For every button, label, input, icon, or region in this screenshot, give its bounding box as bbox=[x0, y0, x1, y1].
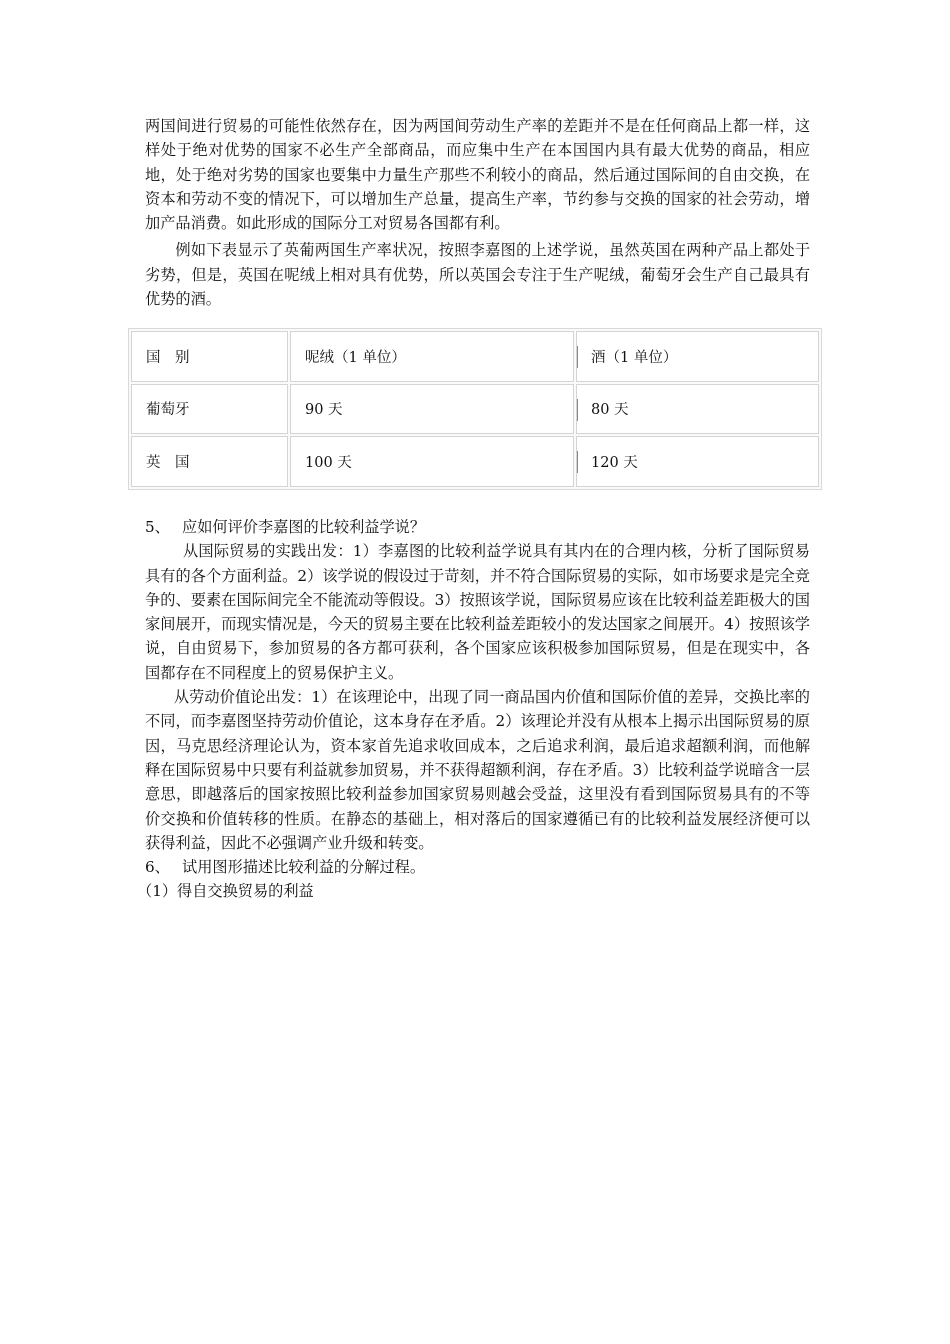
section6-subheading: （1）得自交换贸易的利益 bbox=[137, 882, 314, 901]
section6-heading bbox=[145, 855, 810, 879]
table-header-cloth: 呢绒（1 单位） bbox=[290, 331, 574, 382]
section6-title: 试用图形描述比较利益的分解过程。 bbox=[182, 858, 425, 877]
section5-paragraph1: 从国际贸易的实践出发：1）李嘉图的比较利益学说具有其内在的合理内核，分析了国际贸易具有的各个方面利益。2）该学说的假设过于苛刻，并不符合国际贸易的实际，如市场要求是完全竞争的、要素在国际间完全不能流动等假设。3）按照该学说，国际贸易应该在比较利益差距极大的国家间展开，而现实情况是，今天的贸易主要在比较利益差距较小的发达国家之间展开。4）按照该学说，自由贸易下，参加贸易的各方都可获利，各个国家应该积极参加国际贸易，但是在现实中，各国都存在不同程度上的贸易保护主义。 bbox=[145, 542, 810, 682]
table-cell-cloth: 90 天 bbox=[290, 384, 574, 435]
table-header-row bbox=[131, 331, 819, 382]
table-header-wine: 酒（1 单位） bbox=[576, 331, 819, 382]
productivity-table-grid bbox=[129, 329, 821, 489]
section5-paragraph2: 从劳动价值论出发：1）在该理论中，出现了同一商品国内价值和国际价值的差异，交换比率的不同，而李嘉图坚持劳动价值论，这本身存在矛盾。2）该理论并没有从根本上揭示出国际贸易的原因，马克思经济理论认为，资本家首先追求收回成本，之后追求利润，最后追求超额利润，而他解释在国际贸易中只要有利益就参加贸易，并不获得超额利润，存在矛盾。3）比较利益学说暗含一层意思，即越落后的国家按照比较利益参加国家贸易则越会受益，这里没有看到国际贸易具有的不等价交换和价值转移的性质。在静态的基础上，相对落后的国家遵循已有的比较利益发展经济便可以获得利益，因此不必强调产业升级和转变。 bbox=[145, 688, 810, 852]
section5-title: 应如何评价李嘉图的比较利益学说？ bbox=[182, 518, 425, 536]
table-cell-wine: 80 天 bbox=[576, 384, 819, 435]
table-header-country: 国 别 bbox=[131, 331, 288, 382]
table-row bbox=[131, 384, 819, 435]
lower-text-block bbox=[137, 515, 810, 904]
table-row bbox=[131, 436, 819, 487]
section5-number: 5、 bbox=[145, 518, 170, 536]
example-paragraph: 例如下表显示了英葡两国生产率状况，按照李嘉图的上述学说，虽然英国在两种产品上都处于劣势，但是，英国在呢绒上相对具有优势，所以英国会专注于生产呢绒，葡萄牙会生产自己最具有优势的酒。 bbox=[145, 241, 810, 309]
upper-text-block bbox=[145, 114, 810, 311]
productivity-table bbox=[128, 328, 822, 490]
section5-heading bbox=[145, 515, 810, 539]
table-cell-country: 英 国 bbox=[131, 436, 288, 487]
section6-number: 6、 bbox=[145, 858, 170, 877]
table-cell-country: 葡萄牙 bbox=[131, 384, 288, 435]
table-cell-cloth: 100 天 bbox=[290, 436, 574, 487]
intro-paragraph: 两国间进行贸易的可能性依然存在，因为两国间劳动生产率的差距并不是在任何商品上都一样，这样处于绝对优势的国家不必生产全部商品，而应集中生产在本国国内具有最大优势的商品，相应地，处于绝对劣势的国家也要集中力量生产那些不利较小的商品，然后通过国际间的自由交换，在资本和劳动不变的情况下，可以增加生产总量，提高生产率，节约参与交换的国家的社会劳动，增加产品消费。如此形成的国际分工对贸易各国都有利。 bbox=[145, 117, 810, 233]
table-cell-wine: 120 天 bbox=[576, 436, 819, 487]
